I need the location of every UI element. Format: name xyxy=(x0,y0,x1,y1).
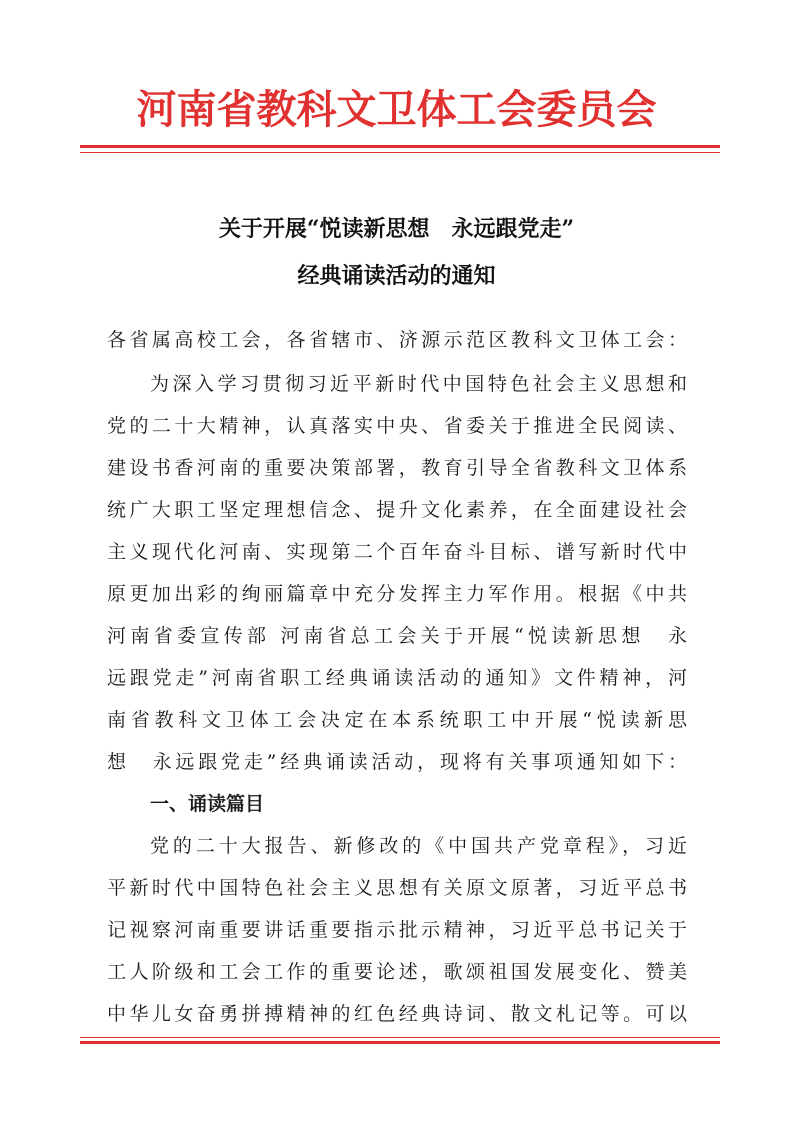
paragraph-1-line: 统广大职工坚定理想信念、提升文化素养，在全面建设社会 xyxy=(107,499,687,521)
section-heading: 一、诵读篇目 xyxy=(150,793,265,815)
paragraph-2-line: 记视察河南重要讲话重要指示批示精神，习近平总书记关于 xyxy=(107,919,687,941)
paragraph-2-line: 党的二十大报告、新修改的《中国共产党章程》，习近 xyxy=(150,835,687,857)
paragraph-1-line: 南省教科文卫体工会决定在本系统职工中开展“悦读新思 xyxy=(107,709,687,731)
letterhead-rule-thick xyxy=(80,145,720,148)
paragraph-1-line: 主义现代化河南、实现第二个百年奋斗目标、谱写新时代中 xyxy=(107,541,687,563)
footer-rule-thick xyxy=(80,1041,720,1044)
paragraph-1-line: 党的二十大精神，认真落实中央、省委关于推进全民阅读、 xyxy=(107,415,687,437)
salutation: 各省属高校工会，各省辖市、济源示范区教科文卫体工会： xyxy=(107,329,687,351)
paragraph-1-line: 河南省委宣传部 河南省总工会关于开展“悦读新思想 永 xyxy=(107,625,687,647)
paragraph-2-line: 中华儿女奋勇拼搏精神的红色经典诗词、散文札记等。可以 xyxy=(107,1003,687,1025)
paragraph-1-line: 远跟党走”河南省职工经典诵读活动的通知》文件精神，河 xyxy=(107,667,687,689)
paragraph-2-line: 工人阶级和工会工作的重要论述，歌颂祖国发展变化、赞美 xyxy=(107,961,687,983)
footer-rule-thin xyxy=(80,1037,720,1038)
paragraph-1-line: 为深入学习贯彻习近平新时代中国特色社会主义思想和 xyxy=(150,373,687,395)
paragraph-1-line: 想 永远跟党走”经典诵读活动，现将有关事项通知如下： xyxy=(107,751,687,773)
document-title-line-1: 关于开展“悦读新思想 永远跟党走” xyxy=(218,216,575,242)
paragraph-1-line: 原更加出彩的绚丽篇章中充分发挥主力军作用。根据《中共 xyxy=(107,583,687,605)
paragraph-2-line: 平新时代中国特色社会主义思想有关原文原著，习近平总书 xyxy=(107,877,687,899)
letterhead-org-name: 河南省教科文卫体工会委员会 xyxy=(136,86,657,133)
letterhead-rule-thin xyxy=(80,152,720,153)
paragraph-1-line: 建设书香河南的重要决策部署，教育引导全省教科文卫体系 xyxy=(107,457,687,479)
document-title-line-2: 经典诵读活动的通知 xyxy=(297,263,496,289)
